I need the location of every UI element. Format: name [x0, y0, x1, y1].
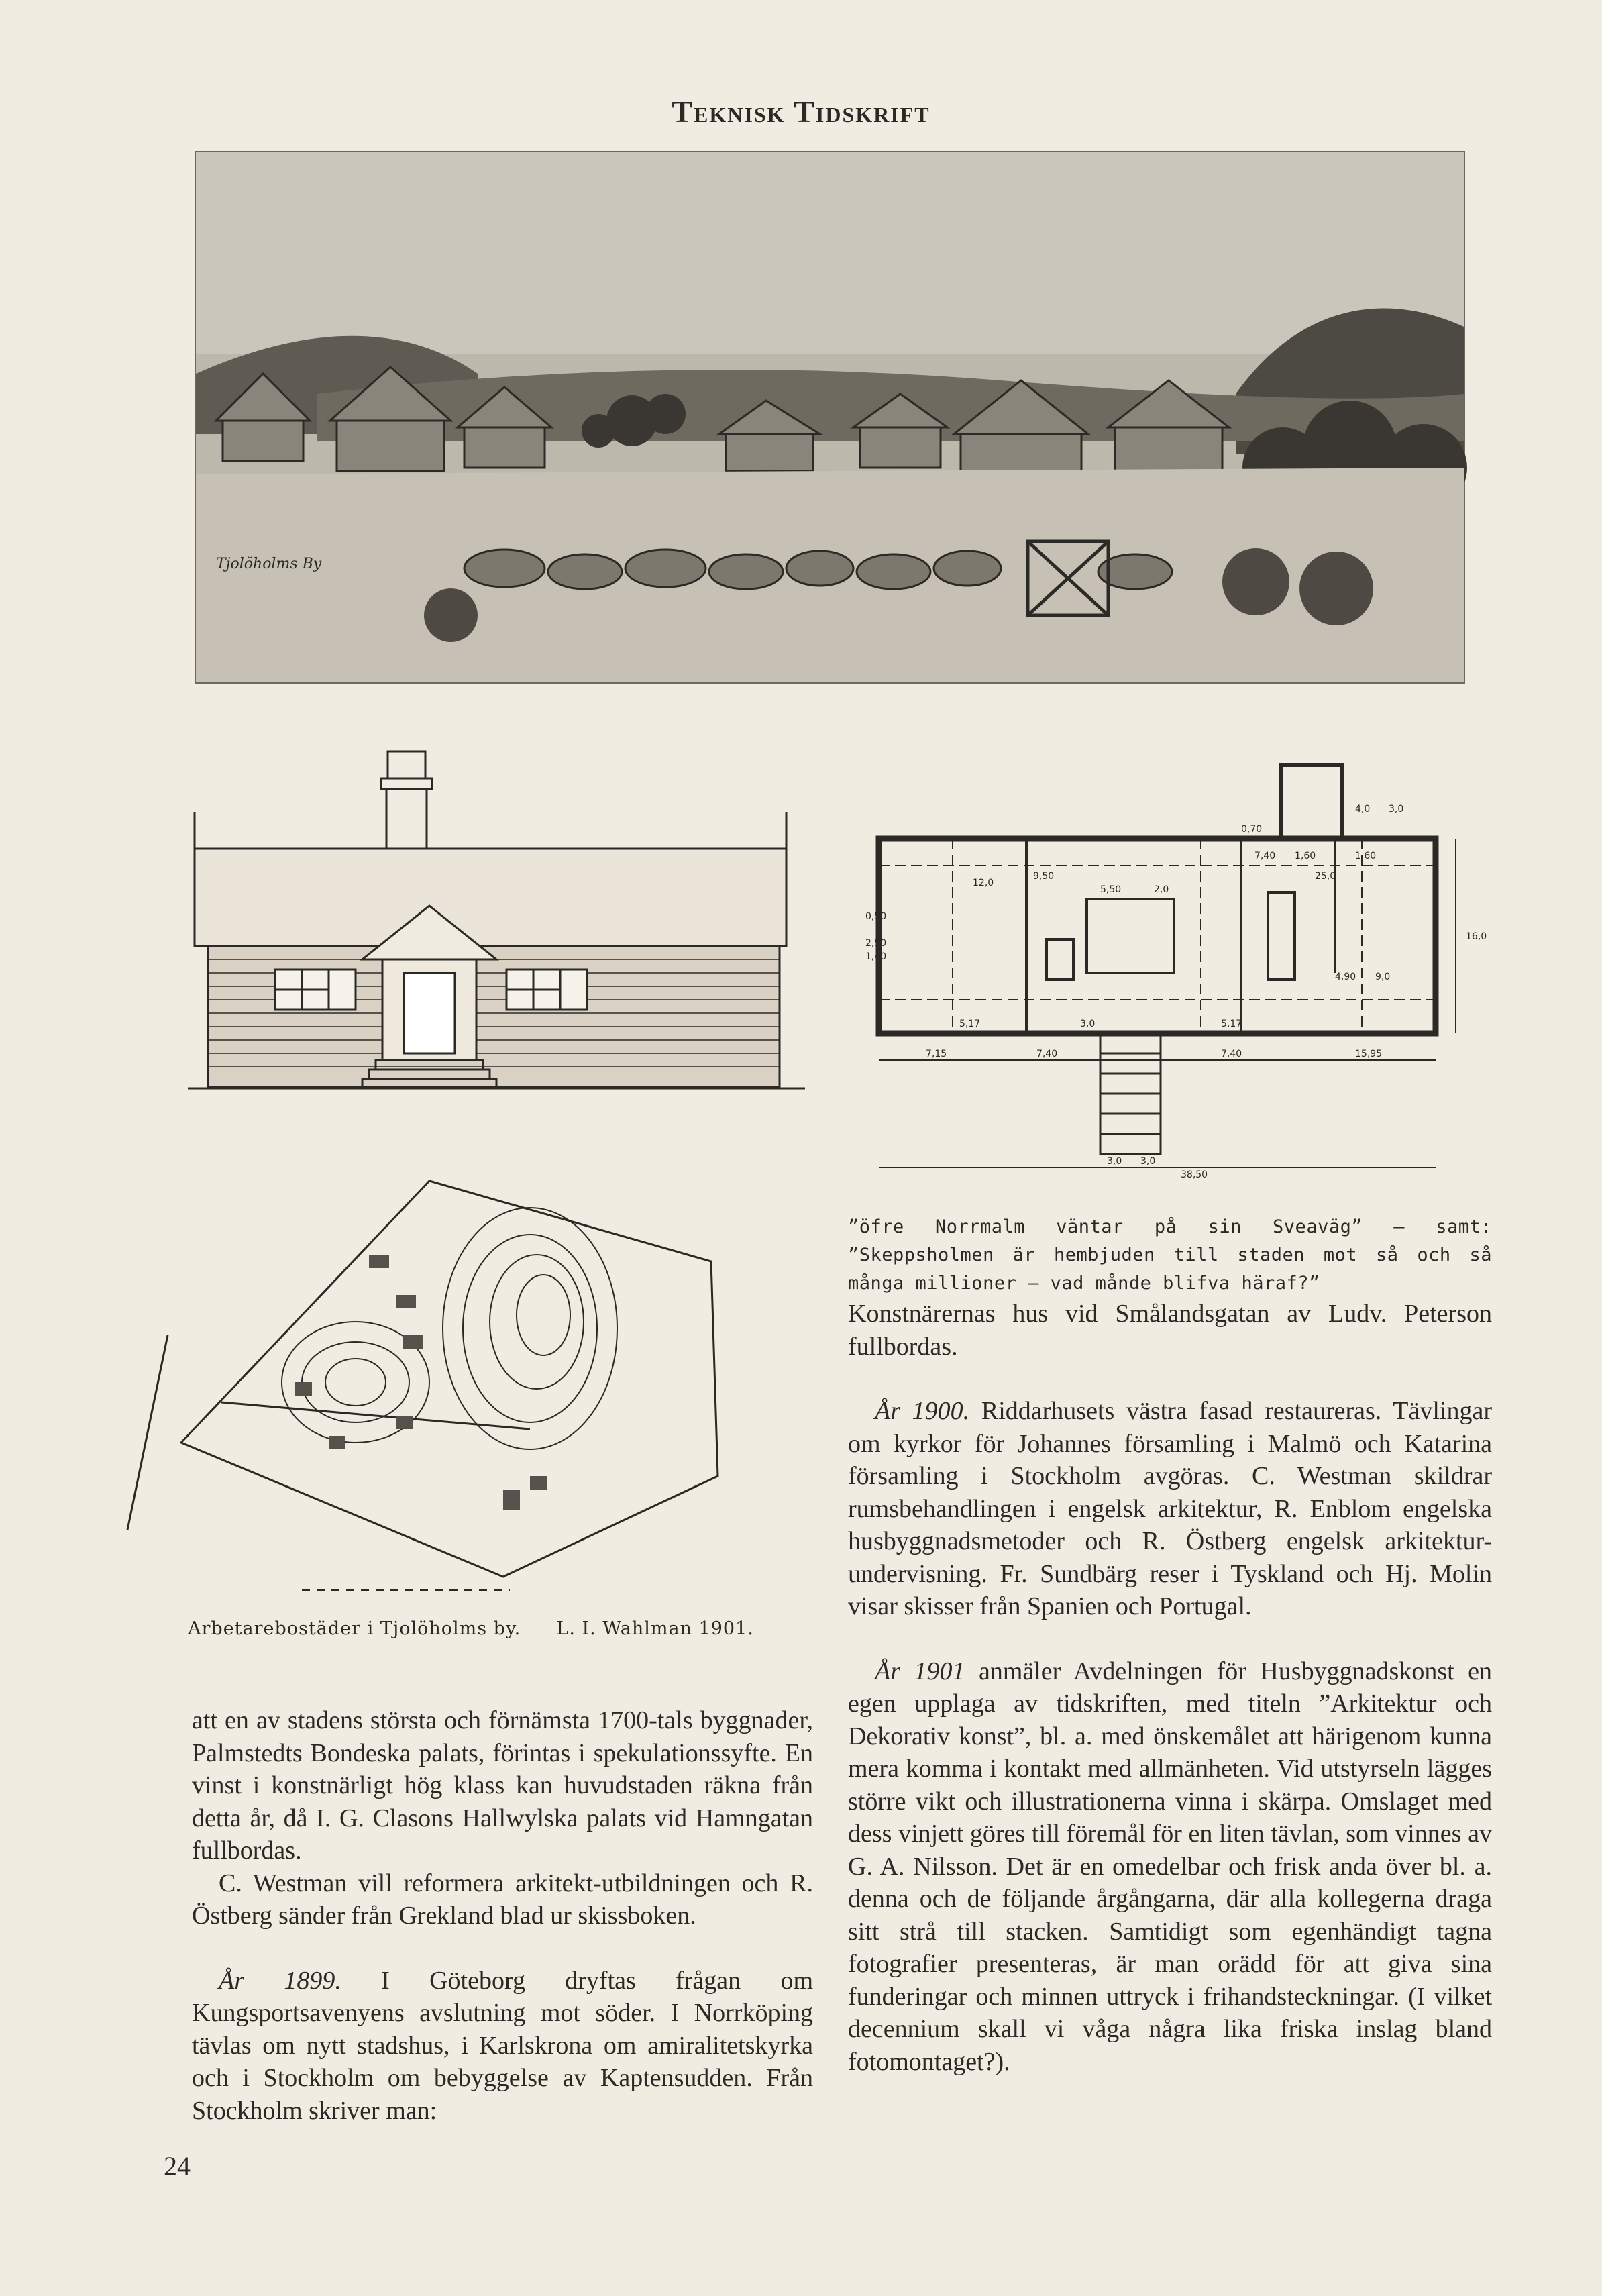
paragraph [192, 1965, 813, 2128]
plan-dim: 7,40 [1221, 1049, 1242, 1059]
plan-dim: 3,0 [1107, 1156, 1122, 1167]
right-text-column [848, 1213, 1492, 2078]
house-elevation-drawing [188, 738, 805, 1114]
plan-dim: 4,0 [1355, 804, 1371, 815]
plan-dim: 7,40 [1254, 851, 1276, 862]
plan-dim: 1,60 [1355, 851, 1377, 862]
paragraph-text: I Göteborg dryftas frågan om Kungsportsavenyens avslutning mot söder. I Norrköping tävlas om nytt stadshus, i Karlskrona om amiralitetskyrka och i Stockholm om bebyggelse av Kaptensudden. Från Stockholm skriver man: [192, 1966, 814, 2125]
plan-dim: 0,50 [865, 911, 887, 922]
plan-dim: 5,17 [1221, 1019, 1242, 1029]
plan-dim: 1,40 [865, 951, 887, 962]
paragraph-text: anmäler Avdelningen för Husbyggnadskonst en egen upplaga av tidskriften, med titeln ”Arkitektur och Dekorativ konst”, bl. a. med önskemålet att härigenom kunna mera komma i kontakt med allmänheten. Vid utstyrseln lägges större vikt och illustrationerna vinna i skärpa. Omslaget med dess vinjett göres till föremål för en liten tävlan, som vinnes av G. A. Nilsson. Det är en omedelbar och frisk anda över bl. a. denna och de följande årgångarna, där alla kollegerna draga sitt strå till stacken. Samtidigt som egenhändigt tagna fotografier presenteras, är man orädd för att giva sina funderingar och minnen uttryck i frihandsteckningar. (I vilket decennium skall vi våga några lika friska inslag bland fotomontaget?). [848, 1657, 1493, 2076]
paragraph: Konstnärernas hus vid Smålandsgatan av Ludv. Peterson fullbordas. [848, 1300, 1492, 1361]
plan-dim: 5,50 [1100, 884, 1122, 895]
plan-dim: 25,0 [1315, 871, 1336, 882]
plan-dim: 7,15 [926, 1049, 947, 1059]
paragraph-text: Riddarhusets västra fasad restaureras. Tävlingar om kyrkor för Johannes församling i Malmö och Katarina församling i Stockholm avgöras. C. Westman skildrar rumsbehandlingen i engelsk arkitektur, R. Enblom engelska husbyggnadsmetoder och R. Östberg engelsk arkitektur-undervisning. Fr. Sundbärg reser i Tyskland och Hj. Molin visar skisser från Spanien och Portugal. [848, 1397, 1493, 1620]
plan-dim: 38,50 [1181, 1169, 1208, 1180]
year-label: År 1900. [875, 1397, 970, 1425]
paragraph: att en av stadens största och förnämsta 1700-tals byggnader, Palmstedts Bondeska palats, förintas i spekulationssyfte. En vinst i konstnärligt hög klass kan huvudstaden räkna från detta år, då I. G. Clasons Hallwylska palats vid Hamngatan fullbordas. [192, 1706, 813, 1865]
plan-dim: 5,17 [959, 1019, 981, 1029]
plan-dim: 16,0 [1466, 931, 1487, 942]
plan-dim: 2,0 [1154, 884, 1169, 895]
caption-text: Arbetarebostäder i Tjolöholms by. [188, 1618, 521, 1639]
running-header: Teknisk Tidskrift [672, 95, 930, 129]
paragraph: C. Westman vill reformera arkitekt-utbildningen och R. Östberg sänder från Grekland blad ur skissboken. [192, 1869, 813, 1930]
caption-author: L. I. Wahlman 1901. [556, 1618, 754, 1639]
paragraph [848, 1655, 1492, 2079]
plan-dim: 9,50 [1033, 871, 1055, 882]
figure-caption [188, 1618, 805, 1639]
plan-dim: 1,60 [1295, 851, 1316, 862]
plan-dim: 9,0 [1375, 972, 1391, 982]
paragraph [848, 1395, 1492, 1623]
plan-dim: 7,40 [1036, 1049, 1058, 1059]
plan-dim: 2,50 [865, 938, 887, 949]
page-number: 24 [164, 2151, 191, 2181]
plan-dim: 3,0 [1140, 1156, 1156, 1167]
floor-plan-drawing [865, 745, 1496, 1180]
plan-dim: 15,95 [1355, 1049, 1383, 1059]
quote: ”öfre Norrmalm väntar på sin Sveaväg” — samt: ”Skeppsholmen är hembjuden till staden mot så och så många millioner — vad månde blifva häraf?” [848, 1216, 1492, 1294]
plan-dim: 12,0 [973, 878, 994, 888]
year-label: År 1901 [875, 1657, 965, 1685]
site-plan-drawing [114, 1167, 805, 1617]
village-sketch-image [195, 151, 1465, 684]
sketch-signature: Tjolöholms By [216, 556, 322, 572]
plan-dim: 3,0 [1389, 804, 1404, 815]
plan-dim: 0,70 [1241, 824, 1263, 835]
plan-dim: 4,90 [1335, 972, 1356, 982]
left-text-column [192, 1704, 813, 2127]
plan-dim: 3,0 [1080, 1019, 1096, 1029]
year-label: År 1899. [219, 1966, 341, 1995]
